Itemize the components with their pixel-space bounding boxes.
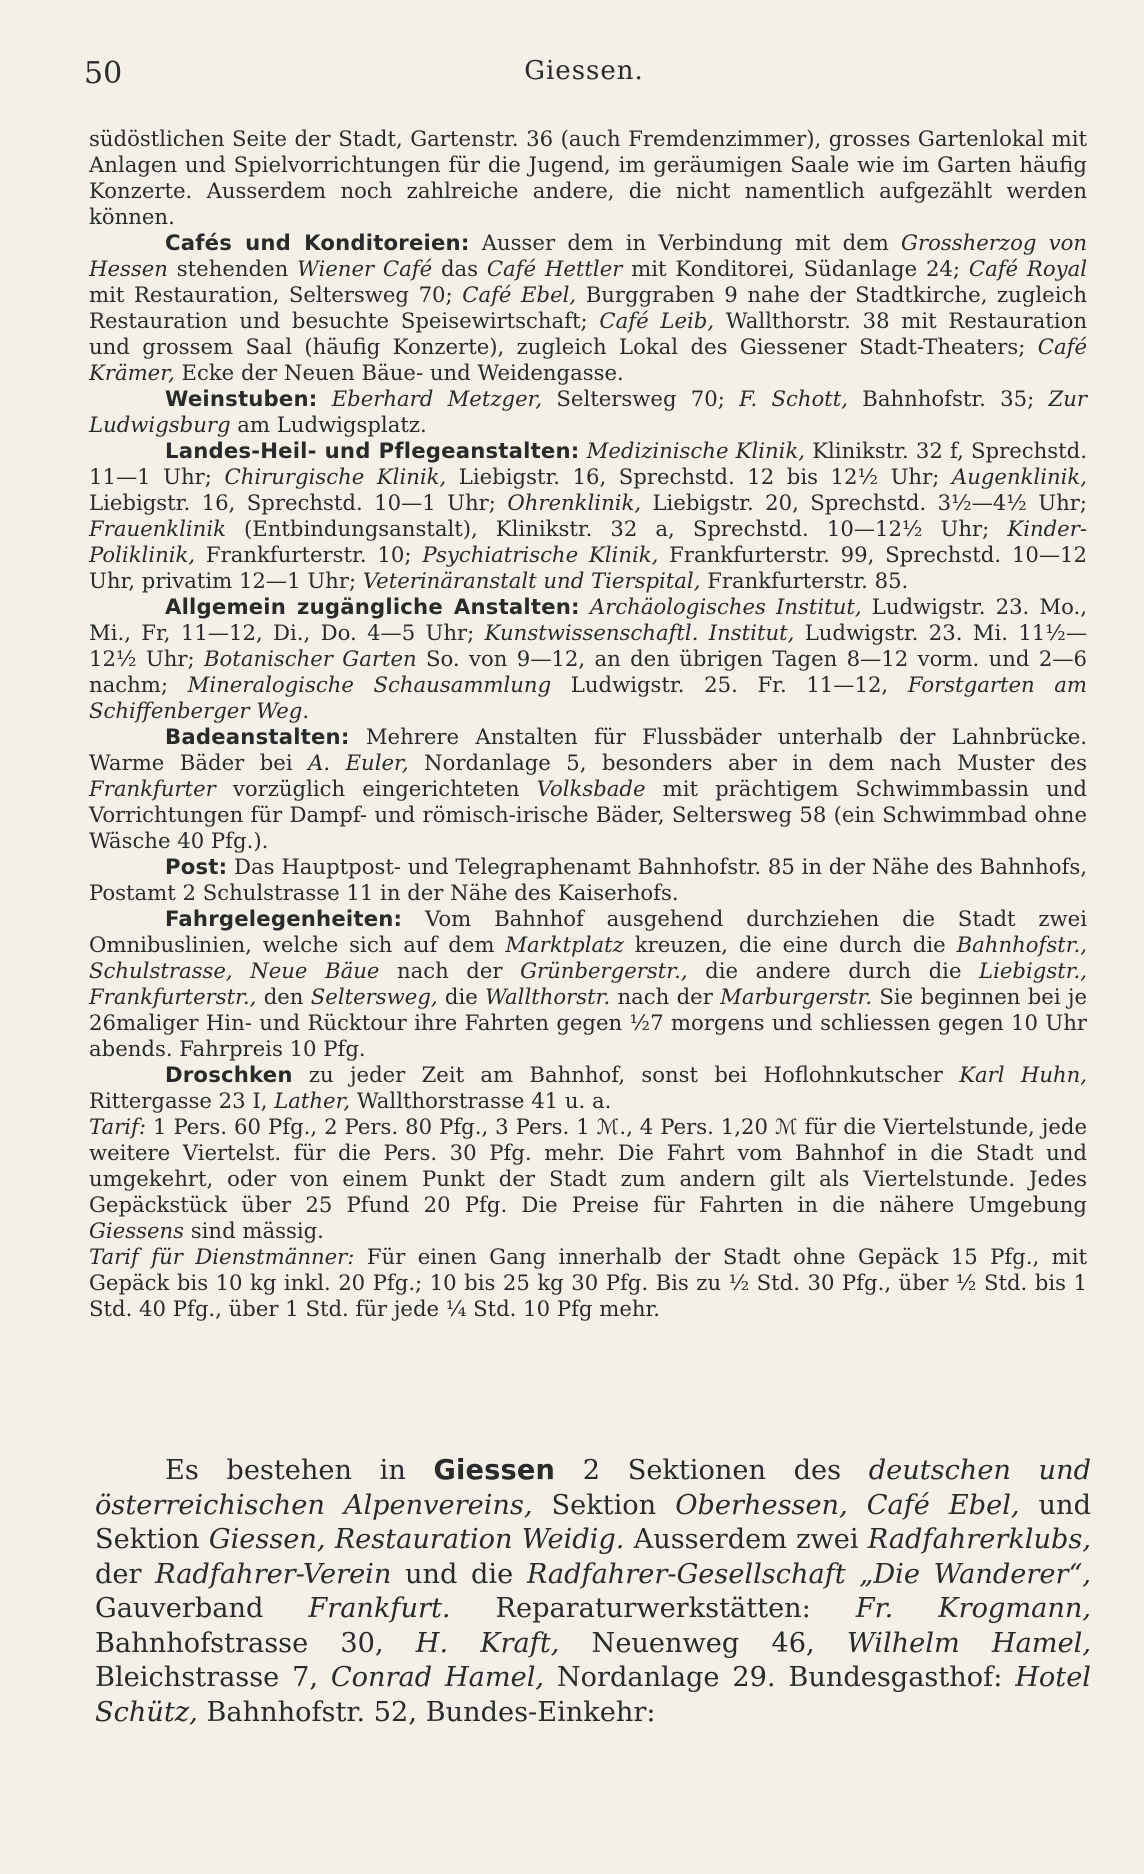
- text-run: Ludwigstr. 23. Mi. 11½—12½ Uhr;: [89, 620, 1088, 671]
- text-run: (Entbindungsanstalt), Klinikstr. 32 a, Sprechstd. 10—12½ Uhr;: [225, 516, 1008, 541]
- italic-name: Oberhessen, Café Ebel,: [675, 1489, 1020, 1521]
- italic-name: Wilhelm Hamel,: [846, 1627, 1092, 1659]
- text-run: 2 Sektionen des: [555, 1455, 869, 1486]
- italic-name: A. Euler,: [308, 750, 409, 775]
- text-run: Frankfurterstr. 10;: [195, 542, 423, 567]
- text-run: Bahnhofstr. 35;: [848, 386, 1049, 411]
- text-run: Nordanlage 5, besonders aber in dem nach Muster des: [408, 750, 1087, 775]
- text-run: mit Restauration, Seltersweg 70;: [89, 282, 463, 307]
- italic-name: Lather,: [274, 1088, 351, 1113]
- italic-name: H. Kraft,: [415, 1627, 560, 1659]
- paragraph-tarif: [89, 1114, 1087, 1244]
- section-heading: Giessen: [433, 1455, 556, 1486]
- text-run: Mehrere Anstalten für Flussbäder unterhalb der Lahnbrücke. Warme Bäder bei: [89, 724, 1087, 775]
- italic-name: Veterinäranstalt und Tierspital,: [362, 568, 701, 593]
- italic-name: Chirurgische Klinik,: [224, 464, 447, 489]
- text-run: Bleichstrasse 7,: [95, 1662, 331, 1693]
- italic-name: Eberhard Metzger,: [331, 386, 543, 411]
- text-run: nach der: [610, 984, 721, 1009]
- text-run: den: [256, 984, 311, 1009]
- italic-name: Frankfurt.: [308, 1593, 451, 1624]
- page-number: 50: [84, 56, 123, 91]
- paragraph-cafes: [89, 230, 1087, 386]
- text-run: Ludwigstr. 25. Fr. 11—12,: [551, 672, 908, 697]
- text-run: Bahnhofstr. 52, Bundes-Einkehr:: [197, 1696, 656, 1728]
- italic-name: Café Ebel,: [462, 282, 577, 307]
- text-run: Burggraben 9 nahe der Stadtkirche, zugleich Restauration und besuchte Speisewirtschaft;: [89, 282, 1087, 333]
- text-run: [580, 594, 590, 619]
- page-header: [84, 56, 1084, 96]
- italic-name: Tarif für Dienstmänner:: [89, 1244, 355, 1269]
- italic-name: Wallthorstr.: [485, 984, 611, 1009]
- text-run: Für einen Gang innerhalb der Stadt ohne Gepäck 15 Pfg., mit Gepäck bis 10 kg inkl. 20 Pfg.; 10 bis 25 kg 30 Pfg. Bis zu ½ Std. 30 Pfg., über ½ Std. bis 1 Std. 40 Pfg., über 1 Std. für jede ¼ Std. 10 Pfg mehr.: [89, 1244, 1088, 1321]
- text-run: [579, 438, 586, 463]
- text-run: der: [95, 1558, 156, 1590]
- italic-name: Mineralogische Schausammlung: [187, 672, 552, 697]
- text-run: Liebigstr. 16, Sprechstd. 12 bis 12½ Uhr;: [446, 464, 952, 489]
- text-run: und Sektion: [95, 1489, 1091, 1555]
- italic-name: Ohrenklinik,: [507, 490, 642, 515]
- text-run: die andere durch die: [687, 958, 980, 983]
- text-run: vorzüglich eingerichteten: [215, 776, 537, 801]
- italic-name: Wiener Café: [297, 256, 433, 281]
- running-title: Giessen.: [524, 56, 644, 86]
- text-run: Nordanlage 29. Bundesgasthof:: [544, 1662, 1016, 1693]
- section-heading: Weinstuben:: [165, 386, 318, 411]
- text-run: [317, 386, 331, 411]
- text-run: Liebigstr. 20, Sprechstd. 3½—4½ Uhr;: [641, 490, 1087, 515]
- italic-name: Zur Ludwigsburg: [89, 386, 1087, 437]
- italic-name: Medizinische Klinik,: [586, 438, 806, 463]
- text-run: und die: [391, 1558, 527, 1590]
- italic-name: Grossherzog von Hessen: [89, 230, 1087, 281]
- italic-name: Tarif:: [89, 1114, 147, 1139]
- text-run: Seltersweg 70;: [542, 386, 740, 411]
- text-run: Gauverband: [95, 1593, 309, 1624]
- text-run: mit prächtigem Schwimmbassin und Vorrichtungen für Dampf- und römisch-irische Bäder, Seltersweg 58 (ein Schwimmbad ohne Wäsche 40 Pfg.).: [89, 776, 1087, 853]
- italic-name: Fr. Krogmann,: [855, 1593, 1091, 1624]
- italic-name: F. Schott,: [739, 386, 849, 411]
- italic-name: Café Krämer,: [89, 334, 1087, 385]
- paragraph-badeanstalten: [89, 724, 1087, 854]
- italic-name: Grünbergerstr.,: [520, 958, 688, 983]
- text-run: Rittergasse 23 I,: [89, 1088, 275, 1113]
- section-heading: Droschken: [165, 1062, 293, 1087]
- italic-name: Augenklinik,: [951, 464, 1087, 489]
- italic-name: Radfahrer-Verein: [155, 1558, 392, 1590]
- text-run: südöstlichen Seite der Stadt, Gartenstr. 36 (auch Fremdenzimmer), grosses Gartenlokal mit Anlagen und Spielvorrichtungen für die Jugend, im geräumigen Saale wie im Garten häufig Konzerte. Ausserdem noch zahlreiche andere, die nicht namentlich aufgezählt werden können.: [89, 126, 1087, 229]
- text-run: Vom Bahnhof ausgehend durchziehen die Stadt zwei Omnibuslinien, welche sich auf dem: [89, 906, 1087, 957]
- text-run: Es bestehen in: [165, 1455, 434, 1486]
- text-run: Frankfurterstr. 85.: [700, 568, 909, 593]
- italic-name: Archäologisches Institut,: [589, 594, 862, 619]
- text-run: sind mässig.: [184, 1218, 324, 1243]
- italic-name: Frauenklinik: [89, 516, 226, 541]
- text-run: mit Konditorei, Südanlage 24;: [622, 256, 969, 281]
- section-heading: Allgemein zugängliche Anstalten:: [165, 594, 580, 619]
- section-heading: Landes-Heil- und Pflegeanstalten:: [165, 438, 580, 463]
- italic-name: Botanischer Garten: [203, 646, 417, 671]
- paragraph-anstalten: [89, 594, 1087, 724]
- body-text: [89, 126, 1087, 1322]
- text-run: Ausser dem in Verbindung mit dem: [469, 230, 902, 255]
- paragraph-intro: [89, 126, 1087, 230]
- italic-name: Frankfurter: [89, 776, 216, 801]
- paragraph-droschken: [89, 1062, 1087, 1114]
- text-run: Neuenweg 46,: [559, 1627, 847, 1659]
- text-run: Wallthorstrasse 41 u. a.: [350, 1088, 612, 1113]
- text-run: Klinikstr. 32 f, Sprechstd. 11—1 Uhr;: [89, 438, 1087, 489]
- text-run: Das Hauptpost- und Telegraphenamt Bahnhofstr. 85 in der Nähe des Bahnhofs, Postamt 2 Schulstrasse 11 in der Nähe des Kaiserhofs.: [89, 854, 1087, 905]
- section-heading: Badeanstalten:: [165, 724, 350, 749]
- italic-name: Kinder-Poliklinik,: [89, 516, 1087, 567]
- section-heading: Fahrgelegenheiten:: [165, 906, 403, 931]
- italic-name: Forstgarten am Schiffenberger Weg.: [89, 672, 1088, 723]
- italic-name: Café Royal: [968, 256, 1087, 281]
- text-run: Ecke der Neuen Bäue- und Weidengasse.: [174, 360, 624, 385]
- alpenverein-paragraph: [95, 1454, 1091, 1730]
- paragraph-post: [89, 854, 1087, 906]
- italic-name: Radfahrer-Gesellschaft „Die Wanderer“,: [526, 1558, 1091, 1590]
- text-run: die: [437, 984, 486, 1009]
- text-run: am Ludwigsplatz.: [230, 412, 427, 437]
- italic-name: Bahnhofstr., Schulstrasse, Neue Bäue: [89, 932, 1087, 983]
- italic-name: Giessen, Restauration Weidig.: [208, 1524, 625, 1555]
- paragraph-fahrgelegenheiten: [89, 906, 1087, 1062]
- italic-name: Conrad Hamel,: [330, 1662, 545, 1693]
- italic-name: Marktplatz: [505, 932, 624, 957]
- paragraph-tarif-dienst: [89, 1244, 1087, 1322]
- section-heading: Cafés und Konditoreien:: [165, 230, 470, 255]
- text-run: 1 Pers. 60 Pfg., 2 Pers. 80 Pfg., 3 Pers. 1 ℳ., 4 Pers. 1,20 ℳ für die Viertelstunde, jede weitere Viertelst. für die Pers. 30 Pfg. mehr. Die Fahrt vom Bahnhof in die Stadt und umgekehrt, oder von einem Punkt der Stadt zum andern gilt als Viertelstunde. Jedes Gepäckstück über 25 Pfund 20 Pfg. Die Preise für Fahrten in die nähere Umgebung: [89, 1114, 1087, 1217]
- italic-name: Café Leib,: [599, 308, 715, 333]
- paragraph-heilanstalten: [89, 438, 1087, 594]
- text-run: Liebigstr. 16, Sprechstd. 10—1 Uhr;: [89, 490, 508, 515]
- italic-name: Kunstwissenschaftl. Institut,: [484, 620, 795, 645]
- large-text-block: [95, 1454, 1091, 1730]
- italic-name: Marburgerstr.: [720, 984, 873, 1009]
- text-run: Frankfurterstr. 99, Sprechstd. 10—12 Uhr, privatim 12—1 Uhr;: [89, 542, 1088, 593]
- italic-name: Seltersweg,: [310, 984, 438, 1009]
- text-run: das: [432, 256, 487, 281]
- text-run: Sektion: [532, 1489, 676, 1521]
- section-heading: Post:: [165, 854, 228, 879]
- text-run: Ludwigstr. 23. Mo., Mi., Fr, 11—12, Di., Do. 4—5 Uhr;: [89, 594, 1087, 645]
- text-run: So. von 9—12, an den übrigen Tagen 8—12 vorm. und 2—6 nachm;: [89, 646, 1087, 697]
- text-run: Sie beginnen bei je 26maliger Hin- und Rücktour ihre Fahrten gegen ½7 morgens und schliessen gegen 10 Uhr abends. Fahrpreis 10 Pfg.: [89, 984, 1088, 1061]
- text-run: Wallthorstr. 38 mit Restauration und grossem Saal (häufig Konzerte), zugleich Lokal des Giessener Stadt-Theaters;: [89, 308, 1087, 359]
- italic-name: deutschen und österreichischen Alpenvereins,: [95, 1455, 1091, 1521]
- italic-name: Radfahrerklubs,: [867, 1524, 1091, 1555]
- italic-name: Psychiatrische Klinik,: [422, 542, 659, 567]
- italic-name: Giessens: [89, 1218, 185, 1243]
- text-run: Ausserdem zwei: [624, 1524, 868, 1555]
- text-run: nach der: [379, 958, 521, 983]
- italic-name: Volksbade: [536, 776, 646, 801]
- paragraph-weinstuben: [89, 386, 1087, 438]
- italic-name: Liebigstr., Frankfurterstr.,: [89, 958, 1087, 1009]
- text-run: zu jeder Zeit am Bahnhof, sonst bei Hoflohnkutscher: [292, 1062, 960, 1087]
- italic-name: Hotel Schütz,: [95, 1662, 1092, 1728]
- text-run: Bahnhofstrasse 30,: [95, 1627, 416, 1659]
- text-run: stehenden: [167, 256, 298, 281]
- italic-name: Karl Huhn,: [959, 1062, 1087, 1087]
- text-run: kreuzen, die eine durch die: [623, 932, 957, 957]
- text-run: Reparaturwerkstätten:: [450, 1593, 856, 1624]
- italic-name: Café Hettler: [486, 256, 623, 281]
